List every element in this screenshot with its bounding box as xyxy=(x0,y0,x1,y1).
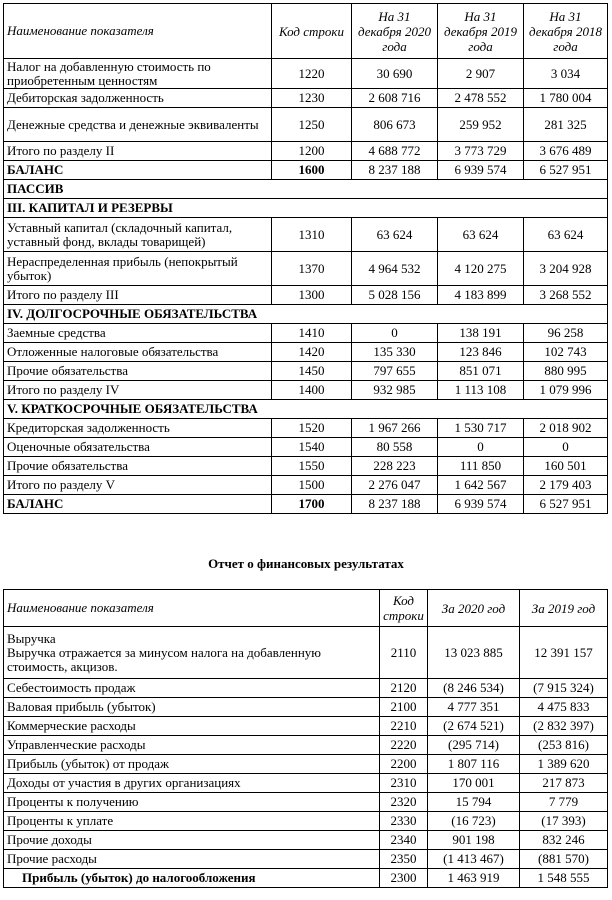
value-2020: 13 023 885 xyxy=(428,627,520,679)
row-name: Прочие обязательства xyxy=(4,362,272,381)
row-name: Проценты к получению xyxy=(4,793,380,812)
table-row xyxy=(4,627,608,679)
row-name: Валовая прибыль (убыток) xyxy=(4,698,380,717)
value-2019: 12 391 157 xyxy=(520,627,608,679)
section-title: V. КРАТКОСРОЧНЫЕ ОБЯЗАТЕЛЬСТВА xyxy=(4,400,608,419)
row-code: 1370 xyxy=(272,252,352,286)
value-2019: 4 475 833 xyxy=(520,698,608,717)
value-2020: 4 688 772 xyxy=(352,142,438,161)
value-2018: 880 995 xyxy=(524,362,608,381)
table-row xyxy=(4,793,608,812)
row-code: 2120 xyxy=(380,679,428,698)
row-name: Итого по разделу V xyxy=(4,476,272,495)
row-code: 1550 xyxy=(272,457,352,476)
value-2018: 6 527 951 xyxy=(524,495,608,514)
row-code: 1220 xyxy=(272,59,352,89)
table-row xyxy=(4,679,608,698)
row-code: 1500 xyxy=(272,476,352,495)
value-2020: 8 237 188 xyxy=(352,161,438,180)
value-2019: (253 816) xyxy=(520,736,608,755)
table-row xyxy=(4,736,608,755)
balance-sheet-table xyxy=(3,3,608,514)
value-2018: 2 179 403 xyxy=(524,476,608,495)
table-row xyxy=(4,495,608,514)
section-row xyxy=(4,199,608,218)
row-name: Коммерческие расходы xyxy=(4,717,380,736)
value-2020: 63 624 xyxy=(352,218,438,252)
row-name: Отложенные налоговые обязательства xyxy=(4,343,272,362)
header-name: Наименование показателя xyxy=(4,590,380,627)
value-2019: 111 850 xyxy=(438,457,524,476)
table-row xyxy=(4,457,608,476)
row-code: 2220 xyxy=(380,736,428,755)
value-2019: 1 530 717 xyxy=(438,419,524,438)
value-2019: 7 779 xyxy=(520,793,608,812)
value-2020: 2 608 716 xyxy=(352,89,438,108)
value-2019: 63 624 xyxy=(438,218,524,252)
value-2018: 0 xyxy=(524,438,608,457)
value-2020: 0 xyxy=(352,324,438,343)
row-name: БАЛАНС xyxy=(4,495,272,514)
row-name: Доходы от участия в других организациях xyxy=(4,774,380,793)
row-code: 1540 xyxy=(272,438,352,457)
section-title: ПАССИВ xyxy=(4,180,608,199)
value-2018: 6 527 951 xyxy=(524,161,608,180)
row-code: 2100 xyxy=(380,698,428,717)
value-2018: 1 780 004 xyxy=(524,89,608,108)
table-row xyxy=(4,218,608,252)
row-name: Прочие доходы xyxy=(4,831,380,850)
row-code: 1310 xyxy=(272,218,352,252)
value-2019: 2 907 xyxy=(438,59,524,89)
report-title: Отчет о финансовых результатах xyxy=(208,556,404,571)
financial-results-table xyxy=(3,589,608,888)
value-2020: 228 223 xyxy=(352,457,438,476)
table-row xyxy=(4,381,608,400)
value-2018: 3 268 552 xyxy=(524,286,608,305)
row-name: Себестоимость продаж xyxy=(4,679,380,698)
table-row xyxy=(4,774,608,793)
table-row xyxy=(4,438,608,457)
row-code: 1420 xyxy=(272,343,352,362)
value-2019: 1 389 620 xyxy=(520,755,608,774)
row-name: Оценочные обязательства xyxy=(4,438,272,457)
table-row xyxy=(4,108,608,142)
value-2018: 3 676 489 xyxy=(524,142,608,161)
value-2020: 806 673 xyxy=(352,108,438,142)
table-row xyxy=(4,812,608,831)
row-name: Прочие обязательства xyxy=(4,457,272,476)
value-2020: (8 246 534) xyxy=(428,679,520,698)
value-2020: 1 463 919 xyxy=(428,869,520,888)
row-name: Прибыль (убыток) до налогообложения xyxy=(4,869,380,888)
row-code: 2210 xyxy=(380,717,428,736)
value-2020: (2 674 521) xyxy=(428,717,520,736)
table-row xyxy=(4,286,608,305)
row-code: 1600 xyxy=(272,161,352,180)
value-2019: 4 183 899 xyxy=(438,286,524,305)
row-name: Прочие расходы xyxy=(4,850,380,869)
row-code: 2340 xyxy=(380,831,428,850)
table-row xyxy=(4,362,608,381)
value-2020: (16 723) xyxy=(428,812,520,831)
row-code: 2320 xyxy=(380,793,428,812)
value-2020: 797 655 xyxy=(352,362,438,381)
value-2019: 3 773 729 xyxy=(438,142,524,161)
row-code: 2310 xyxy=(380,774,428,793)
value-2020: 4 964 532 xyxy=(352,252,438,286)
value-2019: 123 846 xyxy=(438,343,524,362)
row-name: Денежные средства и денежные эквиваленты xyxy=(4,108,272,142)
row-code: 1230 xyxy=(272,89,352,108)
value-2019: (17 393) xyxy=(520,812,608,831)
header-code: Код строки xyxy=(380,590,428,627)
section-title: III. КАПИТАЛ И РЕЗЕРВЫ xyxy=(4,199,608,218)
value-2018: 102 743 xyxy=(524,343,608,362)
row-code: 1250 xyxy=(272,108,352,142)
value-2019: (881 570) xyxy=(520,850,608,869)
value-2018: 2 018 902 xyxy=(524,419,608,438)
value-2020: 1 807 116 xyxy=(428,755,520,774)
row-code: 2350 xyxy=(380,850,428,869)
table-row xyxy=(4,343,608,362)
row-name: Итого по разделу III xyxy=(4,286,272,305)
row-name: Проценты к уплате xyxy=(4,812,380,831)
value-2019: 1 113 108 xyxy=(438,381,524,400)
value-2020: 170 001 xyxy=(428,774,520,793)
section-row xyxy=(4,180,608,199)
value-2018: 3 034 xyxy=(524,59,608,89)
value-2020: 135 330 xyxy=(352,343,438,362)
header-2019: За 2019 год xyxy=(520,590,608,627)
row-name: Кредиторская задолженность xyxy=(4,419,272,438)
value-2020: (295 714) xyxy=(428,736,520,755)
value-2018: 3 204 928 xyxy=(524,252,608,286)
table-row xyxy=(4,142,608,161)
value-2020: 1 967 266 xyxy=(352,419,438,438)
value-2020: 901 198 xyxy=(428,831,520,850)
row-name: Прибыль (убыток) от продаж xyxy=(4,755,380,774)
row-name: Управленческие расходы xyxy=(4,736,380,755)
value-2019: 138 191 xyxy=(438,324,524,343)
table-row xyxy=(4,419,608,438)
value-2020: 932 985 xyxy=(352,381,438,400)
row-code: 1200 xyxy=(272,142,352,161)
value-2020: 15 794 xyxy=(428,793,520,812)
value-2019: (7 915 324) xyxy=(520,679,608,698)
table-row xyxy=(4,831,608,850)
value-2020: (1 413 467) xyxy=(428,850,520,869)
value-2020: 4 777 351 xyxy=(428,698,520,717)
row-code: 2200 xyxy=(380,755,428,774)
value-2020: 2 276 047 xyxy=(352,476,438,495)
header-2019: На 31 декабря 2019 года xyxy=(438,4,524,59)
value-2020: 30 690 xyxy=(352,59,438,89)
row-name: Выручка Выручка отражается за минусом налога на добавленную стоимость, акцизов. xyxy=(4,627,380,679)
value-2020: 8 237 188 xyxy=(352,495,438,514)
row-name: Нераспределенная прибыль (непокрытый убыток) xyxy=(4,252,272,286)
table-row xyxy=(4,476,608,495)
value-2019: 217 873 xyxy=(520,774,608,793)
table-row xyxy=(4,59,608,89)
row-code: 1700 xyxy=(272,495,352,514)
header-2020: На 31 декабря 2020 года xyxy=(352,4,438,59)
row-name: Дебиторская задолженность xyxy=(4,89,272,108)
table-row xyxy=(4,850,608,869)
row-code: 1300 xyxy=(272,286,352,305)
table-row xyxy=(4,869,608,888)
value-2019: 4 120 275 xyxy=(438,252,524,286)
header-code: Код строки xyxy=(272,4,352,59)
balance-header-row xyxy=(4,4,608,59)
value-2019: 1 642 567 xyxy=(438,476,524,495)
row-name: Уставный капитал (складочный капитал, уставный фонд, вклады товарищей) xyxy=(4,218,272,252)
value-2019: 6 939 574 xyxy=(438,161,524,180)
value-2019: 2 478 552 xyxy=(438,89,524,108)
row-code: 2110 xyxy=(380,627,428,679)
table-row xyxy=(4,252,608,286)
value-2018: 281 325 xyxy=(524,108,608,142)
value-2020: 5 028 156 xyxy=(352,286,438,305)
table-row xyxy=(4,161,608,180)
fin-header-row xyxy=(4,590,608,627)
row-name: БАЛАНС xyxy=(4,161,272,180)
value-2018: 160 501 xyxy=(524,457,608,476)
table-row xyxy=(4,755,608,774)
table-row xyxy=(4,698,608,717)
row-code: 1410 xyxy=(272,324,352,343)
row-code: 2300 xyxy=(380,869,428,888)
value-2019: 259 952 xyxy=(438,108,524,142)
row-name: Итого по разделу IV xyxy=(4,381,272,400)
row-name: Итого по разделу II xyxy=(4,142,272,161)
row-name: Налог на добавленную стоимость по приобретенным ценностям xyxy=(4,59,272,89)
section-row xyxy=(4,400,608,419)
value-2019: 1 548 555 xyxy=(520,869,608,888)
header-name: Наименование показателя xyxy=(4,4,272,59)
header-2018: На 31 декабря 2018 года xyxy=(524,4,608,59)
table-row xyxy=(4,89,608,108)
header-2020: За 2020 год xyxy=(428,590,520,627)
row-code: 1400 xyxy=(272,381,352,400)
row-code: 1450 xyxy=(272,362,352,381)
section-row xyxy=(4,305,608,324)
row-code: 2330 xyxy=(380,812,428,831)
table-row xyxy=(4,717,608,736)
table-row xyxy=(4,324,608,343)
value-2019: 6 939 574 xyxy=(438,495,524,514)
value-2019: 0 xyxy=(438,438,524,457)
section-title: IV. ДОЛГОСРОЧНЫЕ ОБЯЗАТЕЛЬСТВА xyxy=(4,305,608,324)
row-name: Заемные средства xyxy=(4,324,272,343)
value-2019: 851 071 xyxy=(438,362,524,381)
value-2018: 1 079 996 xyxy=(524,381,608,400)
value-2018: 63 624 xyxy=(524,218,608,252)
value-2018: 96 258 xyxy=(524,324,608,343)
row-code: 1520 xyxy=(272,419,352,438)
value-2019: (2 832 397) xyxy=(520,717,608,736)
value-2020: 80 558 xyxy=(352,438,438,457)
value-2019: 832 246 xyxy=(520,831,608,850)
